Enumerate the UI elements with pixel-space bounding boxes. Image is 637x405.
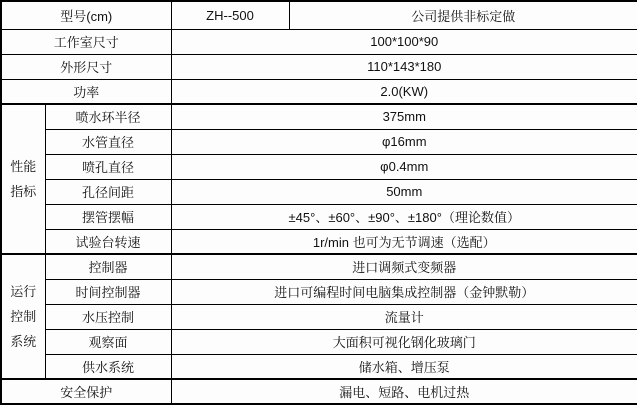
row-hole-spacing [1, 179, 637, 204]
spec-label-cell: 功率 [1, 79, 171, 104]
model-label-cell: 型号(cm) [1, 1, 171, 29]
spec-label-cell: 孔径间距 [45, 179, 171, 204]
spec-label-cell: 喷水环半径 [45, 104, 171, 129]
model-value-cell: ZH--500 [171, 1, 289, 29]
group-label: 性能指标 [10, 159, 37, 199]
spec-value-cell: 储水箱、增压泵 [171, 354, 637, 379]
row-model [1, 1, 637, 29]
model-note-cell: 公司提供非标定做 [289, 1, 637, 29]
group-performance-index [1, 104, 45, 254]
spec-value-cell: 2.0(KW) [171, 79, 637, 104]
row-time-controller [1, 279, 637, 304]
spec-value-cell: 1r/min 也可为无节调速（选配） [171, 229, 637, 254]
spec-value-cell: 进口调频式变频器 [171, 254, 637, 279]
spec-value-cell: φ16mm [171, 129, 637, 154]
row-controller [1, 254, 637, 279]
spec-label-cell: 试验台转速 [45, 229, 171, 254]
row-nozzle-diameter [1, 154, 637, 179]
spec-value-cell: 进口可编程时间电脑集成控制器（金钟默勒） [171, 279, 637, 304]
row-observation-window [1, 329, 637, 354]
spec-label-cell: 工作室尺寸 [1, 29, 171, 54]
row-spray-ring-radius [1, 104, 637, 129]
spec-label-cell: 水压控制 [45, 304, 171, 329]
spec-value-cell: 漏电、短路、电机过热 [171, 379, 637, 404]
row-water-pressure-control [1, 304, 637, 329]
row-turntable-speed [1, 229, 637, 254]
spec-label-cell: 水管直径 [45, 129, 171, 154]
row-pipe-diameter [1, 129, 637, 154]
spec-label-cell: 摆管摆幅 [45, 204, 171, 229]
spec-value-cell: 50mm [171, 179, 637, 204]
row-safety-protection [1, 379, 637, 404]
spec-value-cell: ±45°、±60°、±90°、±180°（理论数值） [171, 204, 637, 229]
spec-value-cell: 100*100*90 [171, 29, 637, 54]
spec-label-cell: 时间控制器 [45, 279, 171, 304]
spec-label-cell: 供水系统 [45, 354, 171, 379]
spec-value-cell: 375mm [171, 104, 637, 129]
group-label: 运行控制系统 [10, 284, 37, 349]
spec-label-cell: 观察面 [45, 329, 171, 354]
spec-value-cell: 110*143*180 [171, 54, 637, 79]
row-power [1, 79, 637, 104]
spec-label-cell: 外形尺寸 [1, 54, 171, 79]
row-swing-amplitude [1, 204, 637, 229]
spec-value-cell: φ0.4mm [171, 154, 637, 179]
spec-label-cell: 喷孔直径 [45, 154, 171, 179]
spec-label-cell: 控制器 [45, 254, 171, 279]
group-operation-control-system [1, 254, 45, 379]
spec-label-cell: 安全保护 [1, 379, 171, 404]
row-chamber-size [1, 29, 637, 54]
spec-value-cell: 流量计 [171, 304, 637, 329]
spec-value-cell: 大面积可视化钢化玻璃门 [171, 329, 637, 354]
row-water-supply-system [1, 354, 637, 379]
row-outer-size [1, 54, 637, 79]
